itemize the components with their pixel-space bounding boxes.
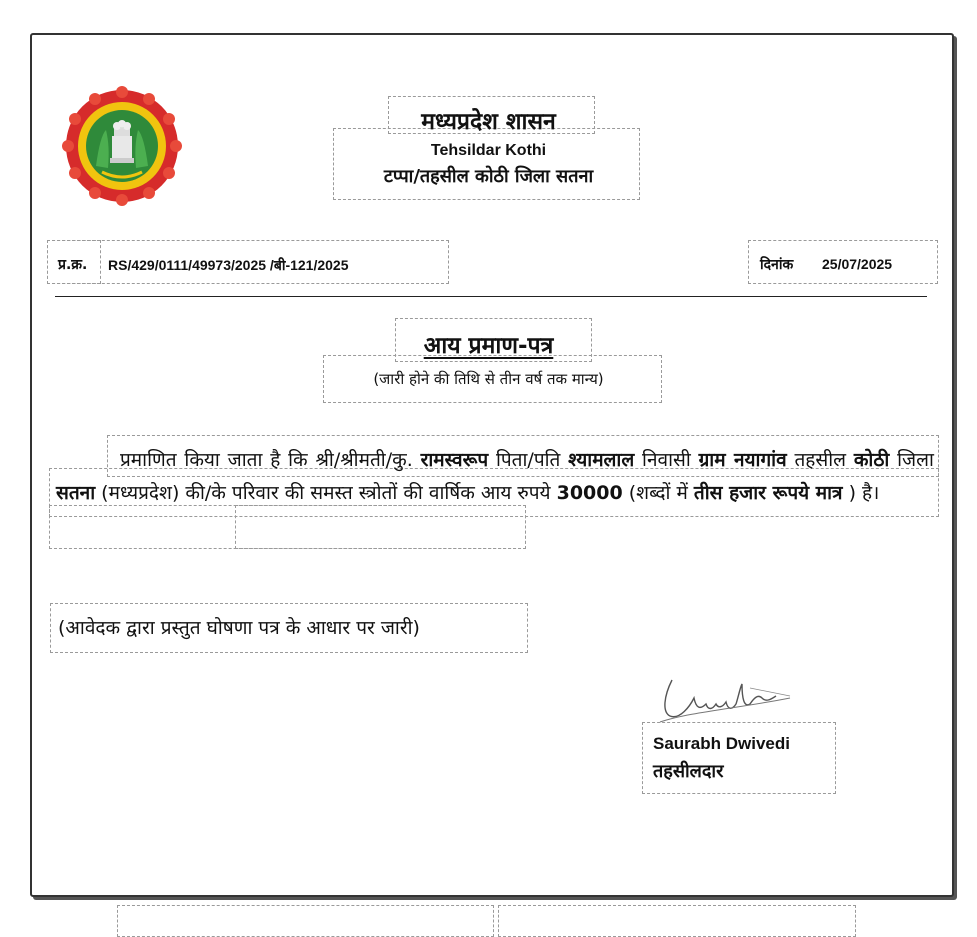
divider xyxy=(55,296,927,297)
government-title: मध्यप्रदेश शासन xyxy=(421,109,556,135)
applicant-name: रामस्वरूप xyxy=(420,449,489,471)
outline-box xyxy=(498,905,856,937)
certificate-title: आय प्रमाण-पत्र xyxy=(423,333,554,359)
office-address: टप्पा/तहसील कोठी जिला सतना xyxy=(383,166,594,187)
signatory-designation: तहसीलदार xyxy=(653,761,724,782)
father-name: श्यामलाल xyxy=(568,449,635,471)
issue-date: 25/07/2025 xyxy=(822,256,893,272)
income-amount: 30000 xyxy=(556,482,623,504)
certificate-body: प्रमाणित किया जाता है कि श्री/श्रीमती/कु. रामस्वरूप पिता/पति श्यामलाल निवासी ग्राम नयागांव तहसील कोठी जिला सतना (मध्यप्रदेश) की/के परिवार की समस्त स्त्रोतों की वार्षिक आय रुपये 30000 (शब्दों में तीस हजार रूपये मात्र ) है। xyxy=(56,449,934,504)
issuance-note: (आवेदक द्वारा प्रस्तुत घोषणा पत्र के आधार पर जारी) xyxy=(58,617,420,639)
outline-box xyxy=(642,722,836,794)
signatory-name: Saurabh Dwivedi xyxy=(653,734,790,753)
outline-box xyxy=(117,905,494,937)
case-number-label: प्र.क्र. xyxy=(58,257,88,273)
income-words: तीस हजार रूपये मात्र xyxy=(693,482,843,504)
district-name: सतना xyxy=(56,482,96,504)
village-name: ग्राम नयागांव xyxy=(698,449,787,471)
signature-image xyxy=(650,668,800,728)
tehsil-name: कोठी xyxy=(853,449,890,471)
outline-box xyxy=(235,505,526,549)
validity-note: (जारी होने की तिथि से तीन वर्ष तक मान्य) xyxy=(373,370,604,388)
office-name: Tehsildar Kothi xyxy=(430,142,547,159)
case-number: RS/429/0111/49973/2025 /बी-121/2025 xyxy=(108,257,349,273)
date-label: दिनांक xyxy=(760,257,794,273)
